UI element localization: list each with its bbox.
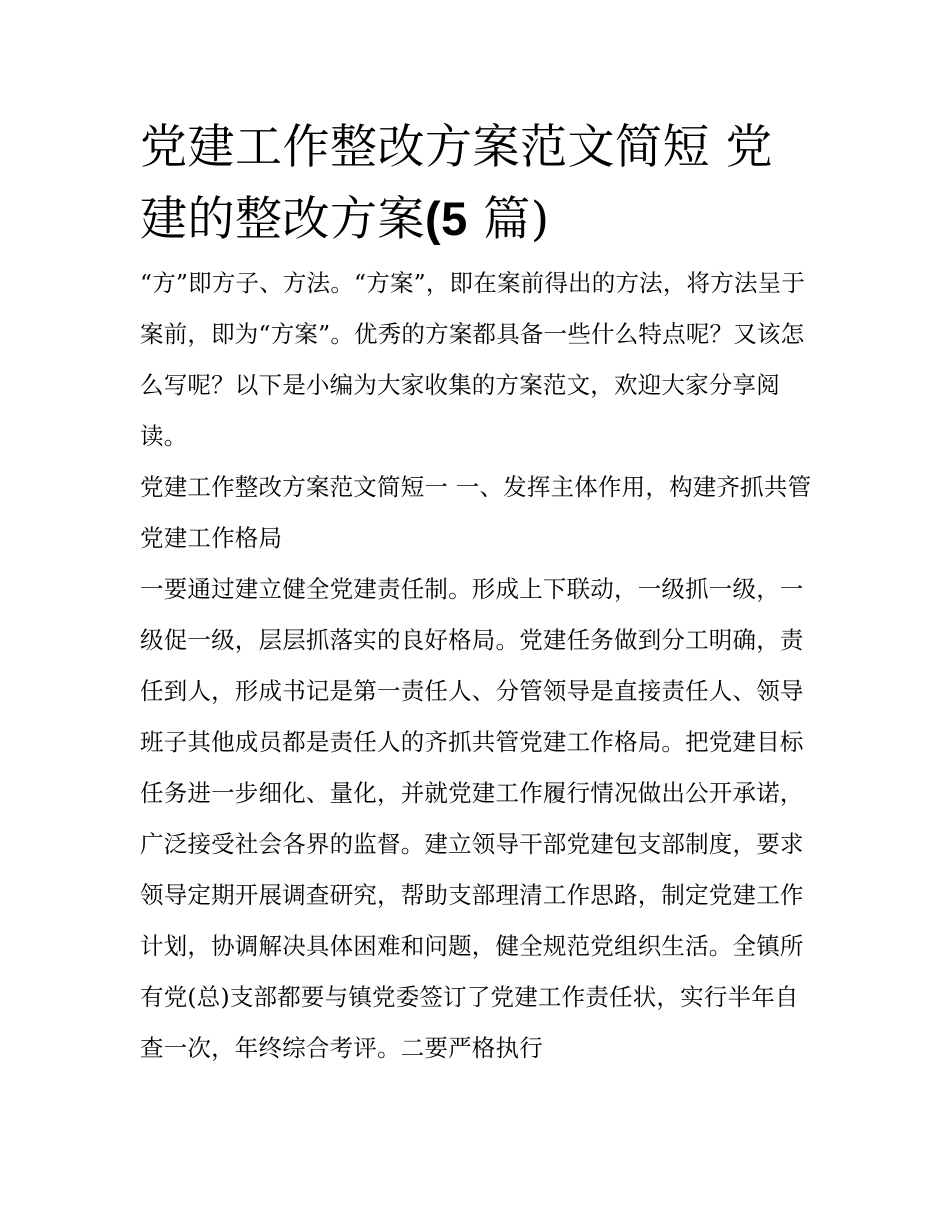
title-count: (5 bbox=[425, 192, 468, 245]
document-title bbox=[140, 112, 812, 255]
body-paragraph: 一要通过建立健全党建责任制。形成上下联动，一级抓一级，一级促一级，层层抓落实的良好格局。党建任务做到分工明确，责任到人，形成书记是第一责任人、分管领导是直接责任人、领导班子其他成员都是责任人的齐抓共管党建工作格局。把党建目标任务进一步细化、量化，并就党建工作履行情况做出公开承诺，广泛接受社会各界的监督。建立领导干部党建包支部制度，要求领导定期开展调查研究，帮助支部理清工作思路，制定党建工作计划，协调解决具体困难和问题，健全规范党组织生活。全镇所有党(总)支部都要与镇党委签订了党建工作责任状，实行半年自查一次，年终综合考评。二要严格执行 bbox=[140, 575, 804, 1062]
document-body bbox=[140, 112, 812, 1074]
title-text: 党建工作整改方案范文简短 党建的整改方案 bbox=[140, 120, 773, 247]
section-heading: 党建工作整改方案范文简短一 一、发挥主体作用，构建齐抓共管党建工作格局 bbox=[140, 473, 812, 552]
intro-paragraph: “方”即方子、方法。“方案”，即在案前得出的方法，将方法呈于案前，即为“方案”。优秀的方案都具备一些什么特点呢？又该怎么写呢？以下是小编为大家收集的方案范文，欢迎大家分享阅读。 bbox=[140, 269, 806, 450]
title-suffix: 篇) bbox=[467, 192, 550, 247]
